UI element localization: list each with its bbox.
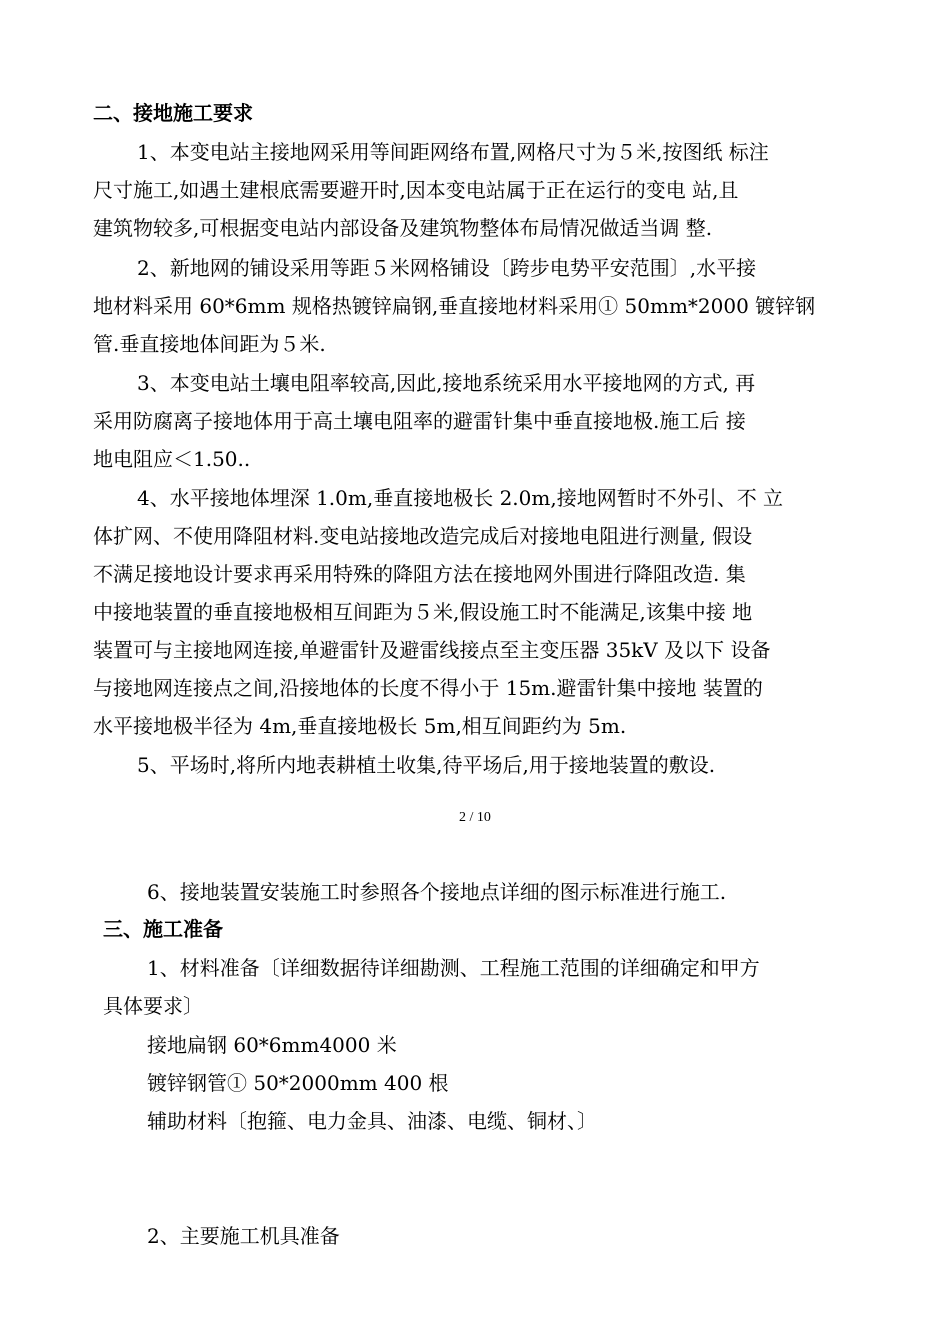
paragraph-4-line-5: 装置可与主接地网连接,单避雷针及避雷线接点至主变压器 35kV 及以下 设备: [93, 638, 771, 662]
prep-item-1-line-1: 1、材料准备〔详细数据待详细勘测、工程施工范围的详细确定和甲方: [147, 956, 760, 980]
material-flat-steel: 接地扁钢 60*6mm4000 米: [147, 1033, 397, 1057]
paragraph-6: 6、接地装置安装施工时参照各个接地点详细的图示标准进行施工.: [147, 880, 727, 904]
section-heading-grounding-requirements: 二、接地施工要求: [93, 101, 253, 125]
paragraph-4-line-6: 与接地网连接点之间,沿接地体的长度不得小于 15m.避雷针集中接地 装置的: [93, 676, 763, 700]
page-number: 2 / 10: [459, 810, 491, 825]
paragraph-2-line-2: 地材料采用 60*6mm 规格热镀锌扁钢,垂直接地材料采用① 50mm*2000 镀锌钢: [93, 294, 816, 318]
paragraph-1-line-1: 1、本变电站主接地网采用等间距网络布置,网格尺寸为５米,按图纸 标注: [137, 140, 769, 164]
material-auxiliary: 辅助材料〔抱箍、电力金具、油漆、电缆、铜材、〕: [147, 1109, 597, 1133]
paragraph-3-line-1: 3、本变电站土壤电阻率较高,因此,接地系统采用水平接地网的方式, 再: [137, 371, 756, 395]
paragraph-4-line-4: 中接地装置的垂直接地极相互间距为５米,假设施工时不能满足,该集中接 地: [93, 600, 753, 624]
section-heading-construction-preparation: 三、施工准备: [103, 917, 223, 941]
paragraph-2-line-1: 2、新地网的铺设采用等距５米网格铺设〔跨步电势平安范围〕,水平接: [137, 256, 757, 280]
paragraph-5: 5、平场时,将所内地表耕植土收集,待平场后,用于接地装置的敷设.: [137, 753, 716, 777]
paragraph-1-line-2: 尺寸施工,如遇土建根底需要避开时,因本变电站属于正在运行的变电 站,且: [93, 178, 739, 202]
paragraph-4-line-3: 不满足接地设计要求再采用特殊的降阻方法在接地网外围进行降阻改造. 集: [93, 562, 746, 586]
paragraph-4-line-2: 体扩网、不使用降阻材料.变电站接地改造完成后对接地电阻进行测量, 假设: [93, 524, 753, 548]
paragraph-3-line-2: 采用防腐离子接地体用于高土壤电阻率的避雷针集中垂直接地极.施工后 接: [93, 409, 746, 433]
prep-item-1-line-2: 具体要求〕: [103, 994, 203, 1018]
paragraph-4-line-1: 4、水平接地体埋深 1.0m,垂直接地极长 2.0m,接地网暂时不外引、不 立: [137, 486, 784, 510]
paragraph-1-line-3: 建筑物较多,可根据变电站内部设备及建筑物整体布局情况做适当调 整.: [93, 216, 713, 240]
paragraph-3-line-3: 地电阻应＜1.50..: [93, 447, 251, 471]
prep-item-2: 2、主要施工机具准备: [147, 1224, 340, 1248]
paragraph-2-line-3: 管.垂直接地体间距为５米.: [93, 332, 326, 356]
paragraph-4-line-7: 水平接地极半径为 4m,垂直接地极长 5m,相互间距约为 5m.: [93, 714, 627, 738]
material-galvanized-pipe: 镀锌钢管① 50*2000mm 400 根: [147, 1071, 449, 1095]
